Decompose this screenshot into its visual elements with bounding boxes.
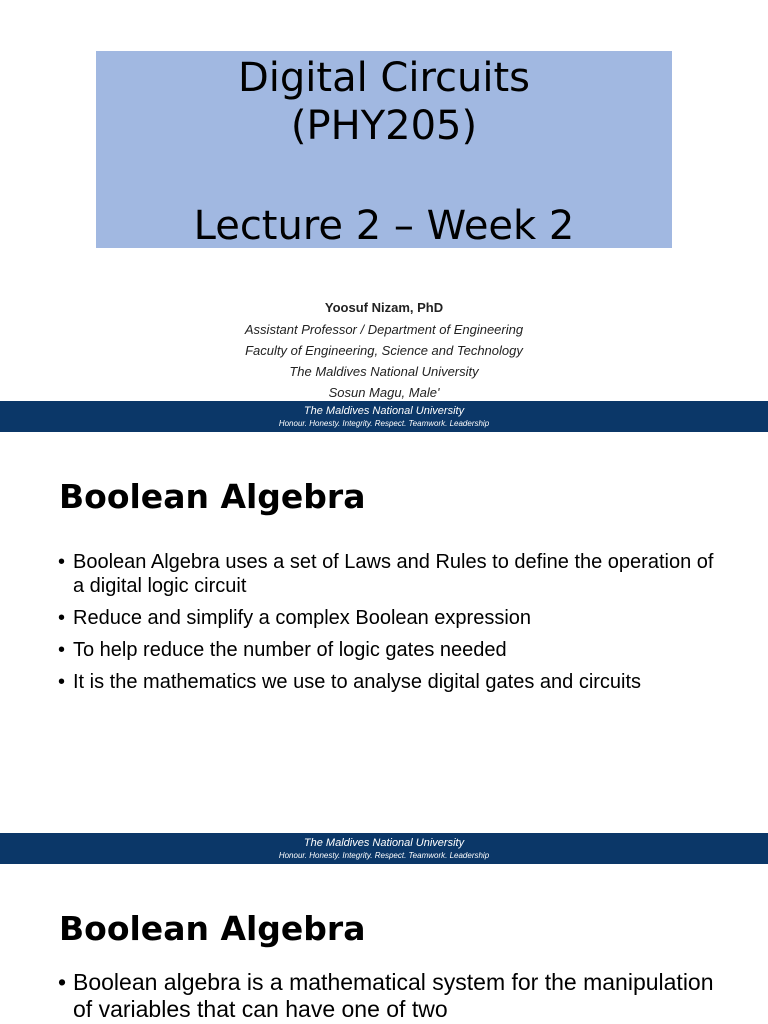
bullet-icon: •: [58, 671, 66, 693]
lecture-title: Lecture 2 – Week 2: [193, 203, 575, 249]
bullet-item: [58, 606, 718, 630]
presenter-faculty: Faculty of Engineering, Science and Technology: [245, 343, 523, 358]
bullet-text: Boolean algebra is a mathematical system for the manipulation of variables that can have one of two: [73, 969, 714, 1022]
course-code: (PHY205): [290, 103, 478, 149]
presenter-name: Yoosuf Nizam, PhD: [324, 300, 444, 315]
bullet-list: [58, 969, 718, 1023]
presenter-university: The Maldives National University: [289, 364, 479, 379]
slide-title: Boolean Algebra: [59, 909, 366, 948]
bullet-item: [58, 550, 718, 598]
bullet-item: [58, 638, 718, 662]
title-box: [96, 51, 672, 248]
bullet-icon: •: [58, 969, 67, 995]
bullet-icon: •: [58, 607, 66, 629]
footer-band: [0, 833, 768, 864]
bullet-text: Reduce and simplify a complex Boolean expression: [73, 607, 532, 629]
bullet-text: It is the mathematics we use to analyse digital gates and circuits: [73, 671, 642, 693]
bullet-list: [58, 550, 718, 702]
footer-university: The Maldives National University: [303, 405, 465, 417]
course-title: Digital Circuits: [237, 55, 531, 101]
content-slide: [0, 865, 768, 1024]
bullet-icon: •: [58, 639, 66, 661]
bullet-item: [58, 670, 718, 694]
content-slide: [0, 432, 768, 865]
footer-university: The Maldives National University: [303, 837, 465, 849]
footer-motto: Honour. Honesty. Integrity. Respect. Teamwork. Leadership: [278, 419, 490, 428]
bullet-text: To help reduce the number of logic gates needed: [73, 639, 507, 661]
footer-motto: Honour. Honesty. Integrity. Respect. Teamwork. Leadership: [278, 851, 490, 860]
presenter-role: Assistant Professor / Department of Engineering: [244, 322, 524, 337]
bullet-icon: •: [58, 551, 66, 573]
slide-title: Boolean Algebra: [59, 477, 366, 516]
bullet-text: Boolean Algebra uses a set of Laws and Rules to define the operation of a digital logic circuit: [73, 551, 714, 597]
presenter-address: Sosun Magu, Male': [328, 385, 440, 400]
footer-band: [0, 401, 768, 432]
title-slide: [0, 0, 768, 432]
bullet-item: [58, 969, 718, 1023]
